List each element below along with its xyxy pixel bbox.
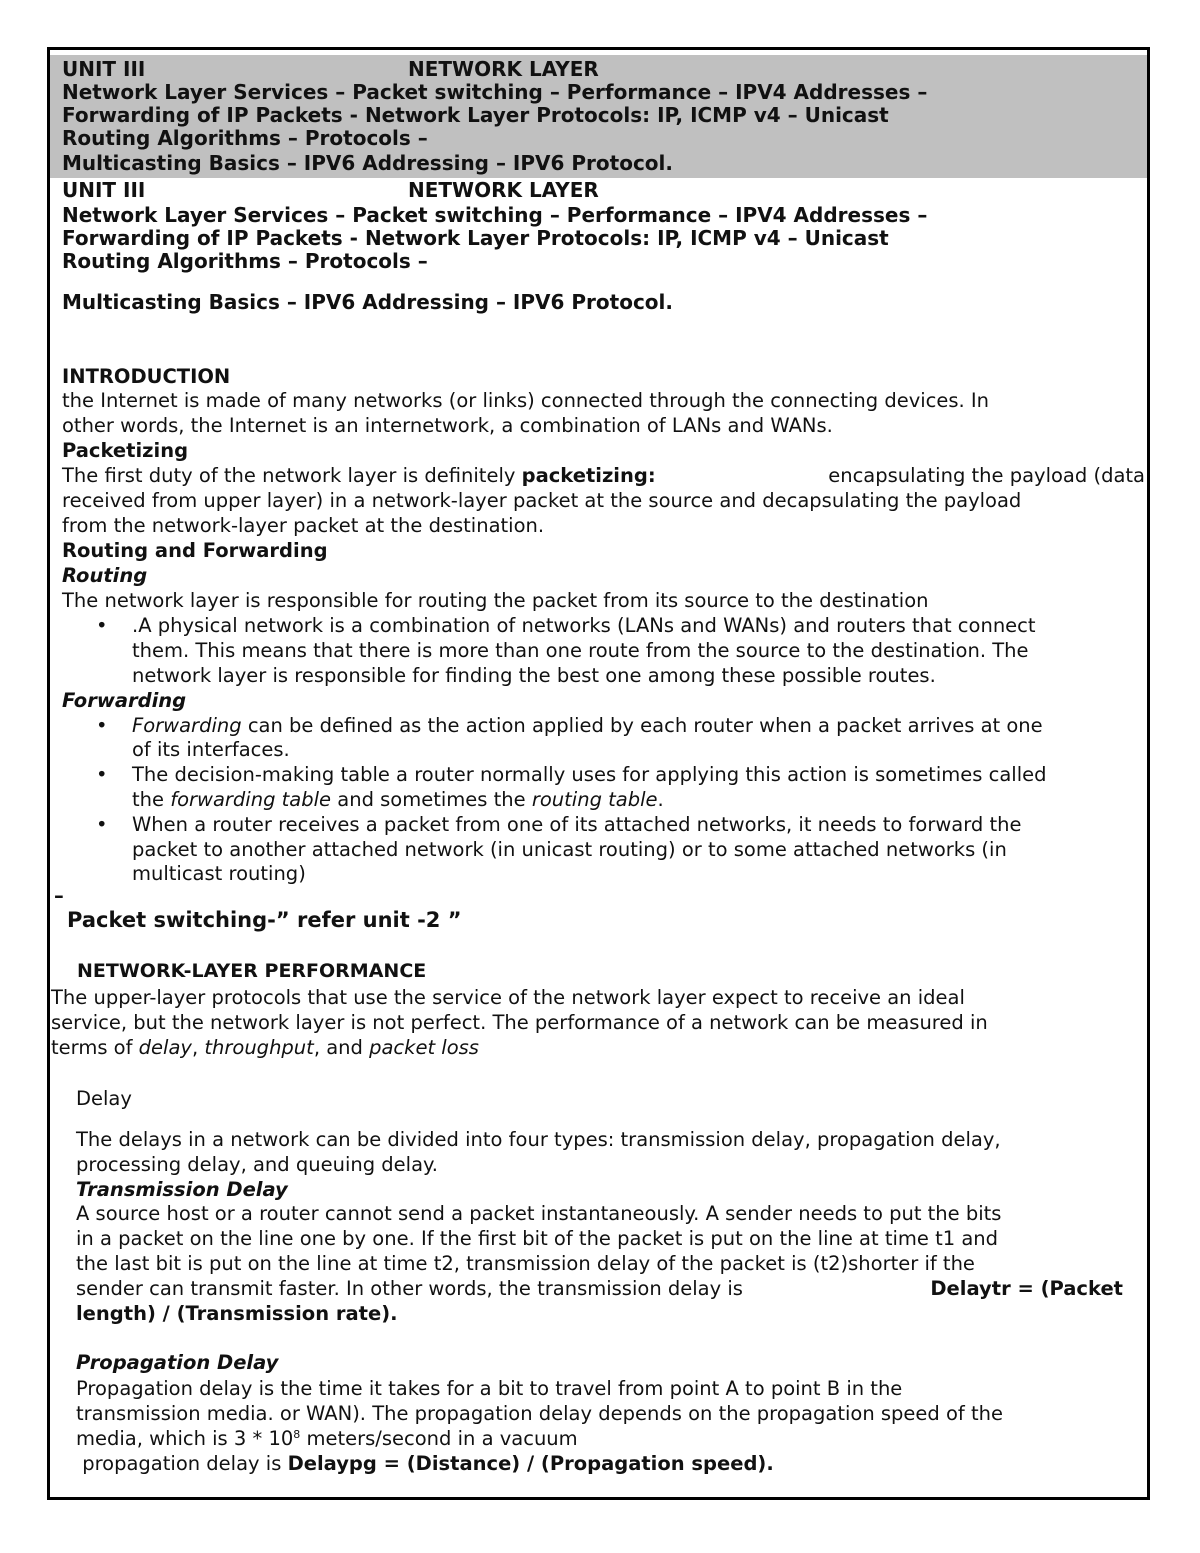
tx-line-2: in a packet on the line one by one. If the first bit of the packet is put on the line at time t1 and bbox=[76, 1227, 999, 1250]
forwarding-bullet-3-line-1: When a router receives a packet from one of its attached networks, it needs to forward the bbox=[132, 813, 1022, 836]
tx-formula-a: Delaytr = (Packet bbox=[930, 1277, 1123, 1300]
fwd-b2-e: . bbox=[657, 788, 664, 811]
fwd-b2-c: and sometimes the bbox=[331, 788, 532, 811]
prop-line-2: transmission media. or WAN). The propagation delay depends on the propagation speed of the bbox=[76, 1402, 1003, 1425]
packetizing-line-2: received from upper layer) in a network-layer packet at the source and decapsulating the payload bbox=[62, 489, 1022, 512]
syllabus-line-3-repeat: Routing Algorithms – Protocols – bbox=[62, 249, 428, 273]
propagation-delay-heading: Propagation Delay bbox=[76, 1351, 279, 1374]
bullet-icon: • bbox=[96, 714, 108, 737]
perf-terms-a: terms of bbox=[51, 1036, 139, 1059]
forwarding-term: Forwarding bbox=[132, 714, 242, 737]
unit-title: NETWORK LAYER bbox=[408, 57, 599, 81]
prop-formula-label: propagation delay is bbox=[76, 1452, 288, 1475]
syllabus-line-3: Routing Algorithms – Protocols – bbox=[62, 126, 428, 150]
tx-line-3: the last bit is put on the line at time t2, transmission delay of the packet is (t2)shorter if the bbox=[76, 1252, 975, 1275]
tx-line-4 bbox=[76, 1277, 1123, 1302]
packetizing-term: packetizing: bbox=[521, 464, 656, 487]
bullet-icon: • bbox=[96, 813, 108, 836]
packetizing-line-1 bbox=[62, 464, 1145, 489]
routing-forwarding-heading: Routing and Forwarding bbox=[62, 539, 328, 562]
syllabus-line-2-repeat: Forwarding of IP Packets - Network Layer Protocols: IP, ICMP v4 – Unicast bbox=[62, 226, 889, 250]
prop-formula: Delaypg = (Distance) / (Propagation speed). bbox=[287, 1452, 774, 1475]
introduction-heading: INTRODUCTION bbox=[62, 365, 231, 388]
routing-bullet-line-3: network layer is responsible for finding the best one among these possible routes. bbox=[132, 664, 936, 687]
perf-delay: delay bbox=[138, 1036, 192, 1059]
delay-line-1: The delays in a network can be divided into four types: transmission delay, propagation delay, bbox=[76, 1128, 1001, 1151]
bullet-icon: • bbox=[96, 763, 108, 786]
prop-line-1: Propagation delay is the time it takes for a bit to travel from point A to point B in the bbox=[76, 1377, 903, 1400]
intro-line-1: the Internet is made of many networks (or links) connected through the connecting devices. In bbox=[62, 389, 990, 412]
forwarding-bullet-2-line-1: The decision-making table a router normally uses for applying this action is sometimes called bbox=[132, 763, 1047, 786]
prop-speed-a: media, which is 3 * 10 bbox=[76, 1427, 294, 1450]
syllabus-line-4: Multicasting Basics – IPV6 Addressing – IPV6 Protocol. bbox=[62, 151, 673, 175]
forwarding-bullet-3-line-3: multicast routing) bbox=[132, 862, 306, 885]
unit-label: UNIT III bbox=[62, 57, 146, 81]
perf-terms-c: , bbox=[191, 1036, 205, 1059]
tx-formula-b: length) / (Transmission rate). bbox=[76, 1302, 398, 1325]
dash-mark: – bbox=[54, 884, 64, 907]
prop-line-3 bbox=[76, 1427, 1161, 1452]
intro-line-2: other words, the Internet is an internetwork, a combination of LANs and WANs. bbox=[62, 414, 833, 437]
performance-line-3 bbox=[51, 1036, 1136, 1061]
syllabus-line-2: Forwarding of IP Packets - Network Layer Protocols: IP, ICMP v4 – Unicast bbox=[62, 103, 889, 127]
performance-heading: NETWORK-LAYER PERFORMANCE bbox=[77, 960, 427, 982]
fwd-b2-a: the bbox=[132, 788, 171, 811]
prop-speed-b: meters/second in a vacuum bbox=[300, 1427, 578, 1450]
packet-switching-note: Packet switching-” refer unit -2 ” bbox=[67, 908, 462, 932]
packetizing-text-c: encapsulating the payload (data bbox=[822, 464, 1145, 487]
forwarding-heading: Forwarding bbox=[62, 689, 187, 712]
packetizing-line-3: from the network-layer packet at the destination. bbox=[62, 514, 545, 537]
unit-title: NETWORK LAYER bbox=[408, 178, 599, 202]
delay-line-2: processing delay, and queuing delay. bbox=[76, 1153, 438, 1176]
exponent: 8 bbox=[293, 1428, 301, 1441]
delay-heading: Delay bbox=[76, 1087, 132, 1110]
routing-table-term: routing table bbox=[531, 788, 658, 811]
performance-line-1: The upper-layer protocols that use the service of the network layer expect to receive an ideal bbox=[51, 986, 965, 1009]
unit-label: UNIT III bbox=[62, 178, 146, 202]
perf-packet-loss: packet loss bbox=[369, 1036, 479, 1059]
perf-throughput: throughput bbox=[204, 1036, 314, 1059]
routing-text: The network layer is responsible for routing the packet from its source to the destination bbox=[62, 589, 929, 612]
packetizing-text-a: The first duty of the network layer is definitely bbox=[62, 464, 522, 487]
syllabus-line-1-repeat: Network Layer Services – Packet switching – Performance – IPV4 Addresses – bbox=[62, 203, 928, 227]
unit-title-line-repeat bbox=[62, 178, 599, 202]
unit-title-line bbox=[62, 57, 599, 81]
forwarding-table-term: forwarding table bbox=[170, 788, 332, 811]
forwarding-bullet-2-line-2 bbox=[132, 788, 1144, 813]
performance-line-2: service, but the network layer is not perfect. The performance of a network can be measured in bbox=[51, 1011, 988, 1034]
bullet-icon: • bbox=[96, 614, 108, 637]
packetizing-heading: Packetizing bbox=[62, 439, 189, 462]
routing-bullet-line-2: them. This means that there is more than one route from the source to the destination. The bbox=[132, 639, 1029, 662]
syllabus-line-1: Network Layer Services – Packet switching – Performance – IPV4 Addresses – bbox=[62, 80, 928, 104]
syllabus-line-4-repeat: Multicasting Basics – IPV6 Addressing – IPV6 Protocol. bbox=[62, 290, 673, 314]
prop-line-4 bbox=[76, 1452, 1161, 1477]
routing-bullet-line-1: .A physical network is a combination of networks (LANs and WANs) and routers that connect bbox=[132, 614, 1036, 637]
transmission-delay-heading: Transmission Delay bbox=[76, 1178, 288, 1201]
forwarding-bullet-1-line-2: of its interfaces. bbox=[132, 738, 290, 761]
perf-terms-e: , and bbox=[313, 1036, 370, 1059]
tx-line-1: A source host or a router cannot send a packet instantaneously. A sender needs to put the bits bbox=[76, 1202, 1002, 1225]
forwarding-bullet-1-line-1 bbox=[132, 714, 1144, 739]
forwarding-bullet-3-line-2: packet to another attached network (in unicast routing) or to some attached networks (in bbox=[132, 838, 1007, 861]
forwarding-bullet-1-text: can be defined as the action applied by each router when a packet arrives at one bbox=[241, 714, 1043, 737]
tx-line-4-text: sender can transmit faster. In other words, the transmission delay is bbox=[76, 1277, 750, 1300]
routing-heading: Routing bbox=[62, 564, 148, 587]
